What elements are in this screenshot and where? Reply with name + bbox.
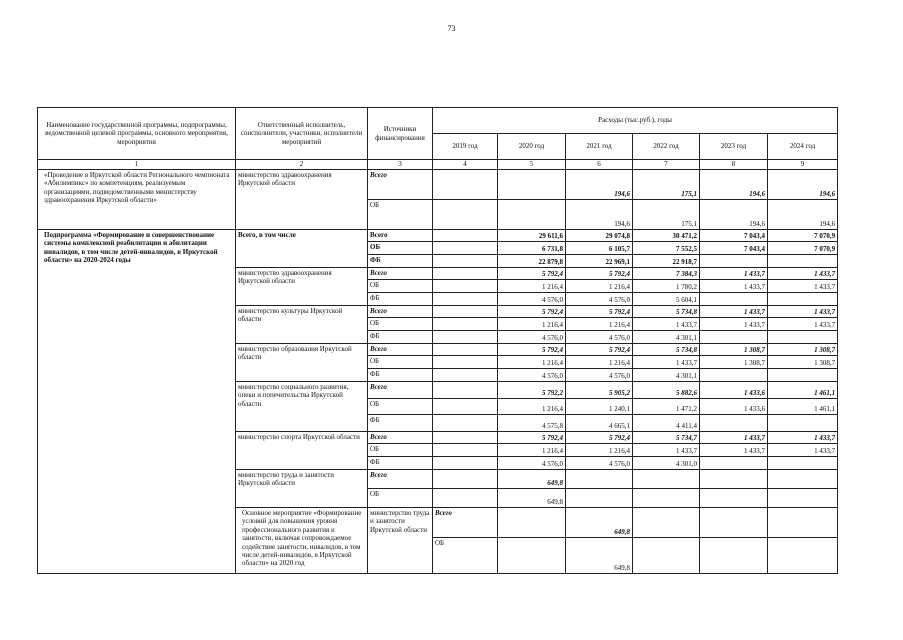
table-row xyxy=(38,230,838,242)
value-cell: 4 575,8 xyxy=(498,415,566,432)
row-source: ОБ xyxy=(368,489,433,508)
value-cell xyxy=(768,369,838,382)
value-cell: 5 734,8 xyxy=(633,306,700,318)
value-cell: 4 301,1 xyxy=(633,369,700,382)
value-cell: 1 216,4 xyxy=(566,356,633,369)
row-name: «Проведение в Иркутской области Регионального чемпионата «Абилимпикс» по компетенциям, реализуемым организациями, подведомственными министерству здравоохранения Иркутской области» xyxy=(38,170,236,230)
value-cell: 5 792,4 xyxy=(566,306,633,318)
value-cell: 5 792,4 xyxy=(498,432,566,444)
value-cell xyxy=(433,280,498,293)
value-cell xyxy=(768,293,838,306)
value-cell xyxy=(433,242,498,255)
value-cell xyxy=(768,331,838,344)
header-year: 2020 год xyxy=(498,134,566,160)
value-cell xyxy=(700,457,768,470)
table-row xyxy=(38,170,838,200)
value-cell: 1 433,7 xyxy=(700,280,768,293)
column-number: 1 xyxy=(38,160,236,170)
column-number: 6 xyxy=(566,160,633,170)
row-source: ОБ xyxy=(368,318,433,331)
row-source: ФБ xyxy=(368,255,433,268)
header-executor: Ответственный исполнитель, соисполнители, участники, исполнители мероприятий xyxy=(236,108,368,160)
value-cell: 649,8 xyxy=(566,508,633,538)
value-cell: 4 576,0 xyxy=(566,369,633,382)
value-cell xyxy=(633,489,700,508)
header-year: 2022 год xyxy=(633,134,700,160)
value-cell: 1 308,7 xyxy=(700,356,768,369)
value-cell: 1 216,4 xyxy=(566,318,633,331)
value-cell: 5 604,1 xyxy=(633,293,700,306)
value-cell: 6 731,8 xyxy=(498,242,566,255)
value-cell xyxy=(433,369,498,382)
row-source: Всего xyxy=(368,306,433,318)
value-cell: 5 905,2 xyxy=(566,382,633,399)
value-cell xyxy=(433,200,498,230)
value-cell: 1 216,4 xyxy=(566,444,633,457)
row-source: ФБ xyxy=(368,369,433,382)
value-cell: 30 471,2 xyxy=(633,230,700,242)
value-cell: 5 882,6 xyxy=(633,382,700,399)
value-cell: 4 576,0 xyxy=(498,369,566,382)
value-cell xyxy=(433,268,498,280)
value-cell: 5 792,4 xyxy=(498,306,566,318)
value-cell: 4 576,0 xyxy=(566,457,633,470)
value-cell: 194,6 xyxy=(768,200,838,230)
value-cell xyxy=(700,508,768,538)
value-cell xyxy=(498,508,566,538)
value-cell: 6 105,7 xyxy=(566,242,633,255)
value-cell: 1 216,4 xyxy=(566,280,633,293)
value-cell: 4 665,1 xyxy=(566,415,633,432)
value-cell: 4 576,0 xyxy=(566,331,633,344)
value-cell: 1 216,4 xyxy=(498,444,566,457)
value-cell xyxy=(433,457,498,470)
value-cell xyxy=(433,415,498,432)
column-number: 7 xyxy=(633,160,700,170)
value-cell xyxy=(768,538,838,574)
value-cell xyxy=(633,538,700,574)
value-cell: 1 216,4 xyxy=(498,356,566,369)
value-cell: 1 433,7 xyxy=(633,356,700,369)
value-cell: 194,6 xyxy=(700,200,768,230)
row-name: Основное мероприятие «Формирование условий для повышения уровня профессионального развития и занятости, включая сопровождаемое содействие занятости, инвалидов, в том числе детей-инвалидов, в Иркутской области» на 2020 год xyxy=(236,508,368,574)
header-name: Наименование государственной программы, подпрограммы, ведомственной целевой программы, основного мероприятия, мероприятия xyxy=(38,108,236,160)
value-cell xyxy=(433,344,498,356)
page-number: 73 xyxy=(447,24,456,33)
row-source: ФБ xyxy=(368,415,433,432)
value-cell: 5 792,4 xyxy=(498,268,566,280)
value-cell: 29 611,6 xyxy=(498,230,566,242)
row-name: Подпрограмма «Формирование и совершенствование системы комплексной реабилитации и абилитации инвалидов, в том числе детей-инвалидов, в Иркутской области» на 2020-2024 годы xyxy=(38,230,236,574)
value-cell: 175,1 xyxy=(633,200,700,230)
value-cell xyxy=(433,331,498,344)
value-cell: 194,6 xyxy=(768,170,838,200)
row-executor: министерство социального развития, опеки и попечительства Иркутской области xyxy=(236,382,368,432)
value-cell xyxy=(433,432,498,444)
row-source: ОБ xyxy=(368,356,433,369)
value-cell: 1 433,7 xyxy=(633,318,700,331)
value-cell: 1 433,7 xyxy=(700,318,768,331)
value-cell: 649,8 xyxy=(566,538,633,574)
row-source: Всего xyxy=(368,382,433,399)
row-source: ФБ xyxy=(368,293,433,306)
row-source: ФБ xyxy=(368,331,433,344)
value-cell xyxy=(433,399,498,415)
value-cell xyxy=(633,508,700,538)
value-cell xyxy=(700,255,768,268)
value-cell xyxy=(768,457,838,470)
value-cell xyxy=(498,200,566,230)
value-cell: 7 070,9 xyxy=(768,230,838,242)
value-cell xyxy=(433,489,498,508)
value-cell: 1 216,4 xyxy=(498,280,566,293)
value-cell xyxy=(700,415,768,432)
row-executor: министерство культуры Иркутской области xyxy=(236,306,368,344)
value-cell: 1 433,6 xyxy=(700,399,768,415)
value-cell: 4 411,4 xyxy=(633,415,700,432)
value-cell: 194,6 xyxy=(566,170,633,200)
row-source: ОБ xyxy=(368,444,433,457)
value-cell xyxy=(700,293,768,306)
value-cell: 7 384,3 xyxy=(633,268,700,280)
value-cell: 1 433,7 xyxy=(700,432,768,444)
column-number: 3 xyxy=(368,160,433,170)
value-cell: 175,1 xyxy=(633,170,700,200)
value-cell: 4 301,1 xyxy=(633,331,700,344)
value-cell: 1 433,7 xyxy=(700,306,768,318)
value-cell xyxy=(700,489,768,508)
value-cell: 1 461,1 xyxy=(768,399,838,415)
row-source: Всего xyxy=(368,170,433,200)
row-source: Всего xyxy=(368,230,433,242)
value-cell xyxy=(633,470,700,489)
row-source: Всего xyxy=(433,508,498,538)
value-cell xyxy=(433,444,498,457)
row-executor: министерство образования Иркутской области xyxy=(236,344,368,382)
value-cell xyxy=(768,470,838,489)
value-cell: 649,8 xyxy=(498,489,566,508)
row-source: Всего xyxy=(368,268,433,280)
value-cell xyxy=(433,470,498,489)
header-year: 2021 год xyxy=(566,134,633,160)
value-cell: 4 301,0 xyxy=(633,457,700,470)
row-executor: Всего, в том числе xyxy=(236,230,368,268)
value-cell: 5 792,4 xyxy=(566,268,633,280)
value-cell: 5 792,4 xyxy=(566,344,633,356)
value-cell xyxy=(700,538,768,574)
value-cell xyxy=(700,331,768,344)
value-cell: 194,6 xyxy=(566,200,633,230)
row-executor: министерство труда и занятости Иркутской области xyxy=(368,508,433,574)
value-cell: 7 043,4 xyxy=(700,242,768,255)
value-cell: 1 433,6 xyxy=(700,382,768,399)
value-cell: 5 792,4 xyxy=(566,432,633,444)
header-year: 2023 год xyxy=(700,134,768,160)
value-cell: 4 576,0 xyxy=(566,293,633,306)
value-cell: 1 216,4 xyxy=(498,399,566,415)
value-cell: 5 792,2 xyxy=(498,382,566,399)
row-executor: министерство спорта Иркутской области xyxy=(236,432,368,470)
value-cell xyxy=(498,538,566,574)
value-cell xyxy=(433,170,498,200)
value-cell: 1 433,7 xyxy=(700,444,768,457)
value-cell xyxy=(433,306,498,318)
value-cell xyxy=(433,318,498,331)
value-cell: 1 471,2 xyxy=(633,399,700,415)
value-cell: 1 308,7 xyxy=(700,344,768,356)
row-source: Всего xyxy=(368,470,433,489)
value-cell: 4 576,0 xyxy=(498,457,566,470)
value-cell: 1 308,7 xyxy=(768,356,838,369)
value-cell: 4 576,0 xyxy=(498,293,566,306)
value-cell xyxy=(498,170,566,200)
value-cell xyxy=(566,470,633,489)
header-source: Источники финансирования xyxy=(368,108,433,160)
expenses-table xyxy=(37,107,838,574)
value-cell: 5 734,7 xyxy=(633,432,700,444)
value-cell xyxy=(768,415,838,432)
value-cell: 1 433,7 xyxy=(633,444,700,457)
value-cell xyxy=(700,470,768,489)
value-cell: 1 433,7 xyxy=(768,432,838,444)
row-source: ОБ xyxy=(368,280,433,293)
value-cell: 649,8 xyxy=(498,470,566,489)
value-cell: 194,6 xyxy=(700,170,768,200)
value-cell: 1 433,7 xyxy=(768,306,838,318)
value-cell: 29 074,8 xyxy=(566,230,633,242)
value-cell xyxy=(700,369,768,382)
value-cell: 1 240,1 xyxy=(566,399,633,415)
value-cell xyxy=(433,382,498,399)
value-cell xyxy=(433,293,498,306)
row-source: ФБ xyxy=(368,457,433,470)
column-number: 4 xyxy=(433,160,498,170)
column-number: 9 xyxy=(768,160,838,170)
row-executor: министерство здравоохранения Иркутской области xyxy=(236,170,368,230)
value-cell xyxy=(433,255,498,268)
header-year: 2019 год xyxy=(433,134,498,160)
header-year: 2024 год xyxy=(768,134,838,160)
value-cell: 7 070,9 xyxy=(768,242,838,255)
value-cell: 1 461,1 xyxy=(768,382,838,399)
row-source: ОБ xyxy=(433,538,498,574)
value-cell: 1 433,7 xyxy=(768,268,838,280)
value-cell xyxy=(768,489,838,508)
value-cell: 1 433,7 xyxy=(768,444,838,457)
value-cell: 1 433,7 xyxy=(768,280,838,293)
value-cell: 22 969,1 xyxy=(566,255,633,268)
row-executor: министерство труда и занятости Иркутской области xyxy=(236,470,368,508)
value-cell: 1 308,7 xyxy=(768,344,838,356)
value-cell xyxy=(566,489,633,508)
header-expenses: Расходы (тыс.руб.), годы xyxy=(433,108,838,134)
value-cell: 4 576,0 xyxy=(498,331,566,344)
value-cell: 22 918,7 xyxy=(633,255,700,268)
value-cell: 7 552,5 xyxy=(633,242,700,255)
value-cell xyxy=(768,255,838,268)
value-cell: 5 734,8 xyxy=(633,344,700,356)
value-cell xyxy=(433,356,498,369)
column-number: 8 xyxy=(700,160,768,170)
row-source: ОБ xyxy=(368,200,433,230)
row-executor: министерство здравоохранения Иркутской области xyxy=(236,268,368,306)
value-cell xyxy=(768,508,838,538)
column-number: 2 xyxy=(236,160,368,170)
value-cell: 1 216,4 xyxy=(498,318,566,331)
value-cell: 1 780,2 xyxy=(633,280,700,293)
value-cell xyxy=(433,230,498,242)
value-cell: 22 879,8 xyxy=(498,255,566,268)
column-number: 5 xyxy=(498,160,566,170)
value-cell: 1 433,7 xyxy=(768,318,838,331)
value-cell: 5 792,4 xyxy=(498,344,566,356)
row-source: ОБ xyxy=(368,242,433,255)
row-source: Всего xyxy=(368,344,433,356)
row-source: ОБ xyxy=(368,399,433,415)
row-source: Всего xyxy=(368,432,433,444)
value-cell: 1 433,7 xyxy=(700,268,768,280)
value-cell: 7 043,4 xyxy=(700,230,768,242)
